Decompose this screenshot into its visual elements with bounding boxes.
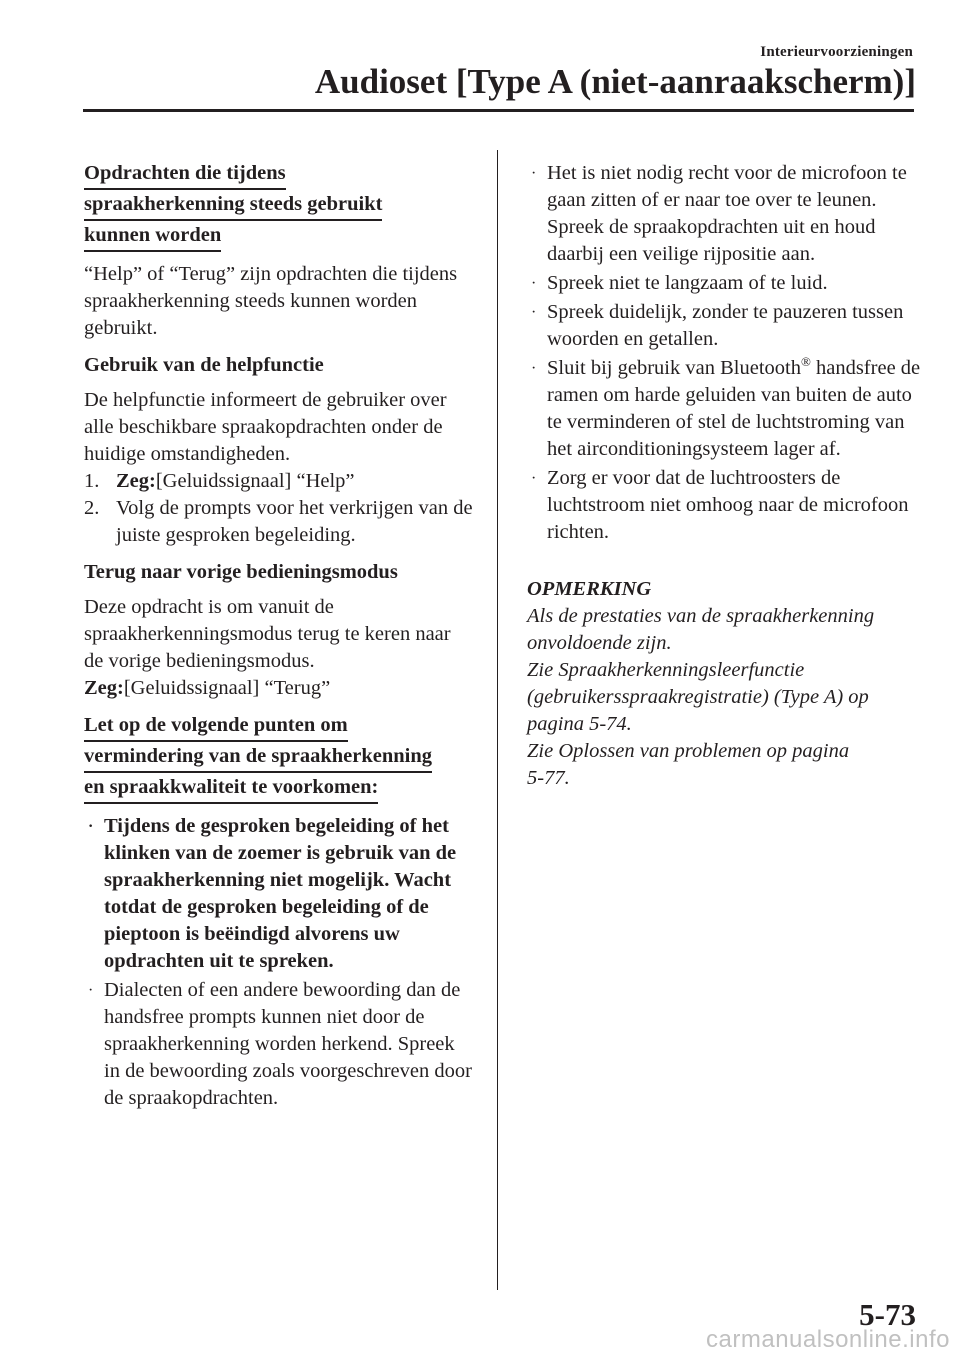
note-title: OPMERKING	[527, 578, 652, 600]
list-item	[527, 465, 922, 546]
subheading-back: Terug naar vorige bedieningsmodus	[84, 561, 398, 583]
paragraph-help-back: “Help” of “Terug” zijn opdrachten die tijdens spraakherkenning steeds kunnen worden gebruikt.	[84, 263, 458, 339]
page-number: 5-73	[859, 1297, 916, 1332]
registered-mark: ®	[800, 354, 811, 370]
bullet-icon: ·	[88, 818, 94, 835]
list-item-text: Spreek duidelijk, zonder te pauzeren tussen woorden en getallen.	[547, 301, 904, 350]
list-item	[84, 813, 474, 975]
note-box	[527, 576, 922, 792]
list-item-text: Spreek niet te langzaam of te luid.	[547, 272, 828, 294]
list-item	[84, 977, 474, 1112]
step-text: Volg de prompts voor het verkrijgen van de juiste gesproken begeleiding.	[116, 497, 473, 546]
note-line: (gebruikersspraakregistratie) (Type A) op	[527, 686, 869, 708]
watermark: carmanualsonline.info	[706, 1326, 950, 1353]
step-1	[84, 468, 474, 495]
say-back-line	[84, 675, 474, 702]
bullet-icon: ·	[531, 304, 537, 321]
heading-line: Opdrachten die tijdens	[84, 160, 286, 190]
column-divider	[497, 150, 498, 1290]
note-line: Zie Oplossen van problemen op pagina	[527, 740, 850, 762]
step-2	[84, 495, 474, 549]
bullet-icon: ·	[531, 165, 537, 182]
heading-precautions	[84, 712, 474, 805]
list-item	[527, 270, 922, 297]
heading-line: Let op de volgende punten om	[84, 712, 348, 742]
step-number: 1.	[84, 470, 100, 492]
left-column	[84, 160, 474, 1114]
list-item-text: Tijdens de gesproken begeleiding of het klinken van de zoemer is gebruik van de spraakherkenning niet mogelijk. Wacht totdat de gesproken begeleiding of de pieptoon is beëindigd alvorens uw opdrachten uit te spreken.	[104, 815, 457, 972]
precautions-list-right	[527, 160, 922, 546]
page-title: Audioset [Type A (niet-aanraakscherm)]	[314, 62, 916, 101]
step-text: [Geluidssignaal] “Help”	[155, 470, 355, 492]
say-label: Zeg:	[116, 470, 156, 492]
list-item-text: Sluit bij gebruik van Bluetooth	[547, 357, 801, 379]
list-item-text: Het is niet nodig recht voor de microfoon te gaan zitten of er naar toe over te leunen. Spreek de spraakopdrachten uit en houd daarbij een veilige rijpositie aan.	[547, 162, 907, 265]
paragraph-help-function: De helpfunctie informeert de gebruiker over alle beschikbare spraakopdrachten onder de huidige omstandigheden.	[84, 389, 447, 465]
note-line: onvoldoende zijn.	[527, 632, 672, 654]
heading-always-available-commands	[84, 160, 474, 253]
note-line: Als de prestaties van de spraakherkenning	[527, 605, 875, 627]
bullet-icon: ·	[531, 360, 537, 377]
bullet-icon: ·	[88, 982, 94, 999]
say-text: [Geluidssignaal] “Terug”	[123, 677, 331, 699]
heading-line: spraakherkenning steeds gebruikt	[84, 191, 382, 221]
list-item	[527, 355, 922, 463]
heading-line: vermindering van de spraakherkenning	[84, 743, 432, 773]
precautions-list-left	[84, 813, 474, 1112]
list-item	[527, 299, 922, 353]
bullet-icon: ·	[531, 470, 537, 487]
heading-line: kunnen worden	[84, 222, 221, 252]
heading-line: en spraakkwaliteit te voorkomen:	[84, 774, 378, 804]
note-line: 5-77.	[527, 767, 570, 789]
note-line: pagina 5-74.	[527, 713, 632, 735]
section-name: Interieurvoorzieningen	[760, 44, 913, 60]
paragraph-back: Deze opdracht is om vanuit de spraakherkenningsmodus terug te keren naar de vorige bedieningsmodus.	[84, 596, 451, 672]
subheading-help-function: Gebruik van de helpfunctie	[84, 354, 324, 376]
list-item	[527, 160, 922, 268]
header-rule	[83, 109, 914, 112]
step-number: 2.	[84, 497, 100, 519]
list-item-text: handsfree de ramen om harde geluiden van buiten de auto te verminderen of stel de luchtstroming van het airconditioningsysteem lager af.	[547, 357, 921, 460]
say-label: Zeg:	[84, 677, 124, 699]
bullet-icon: ·	[531, 275, 537, 292]
list-item-text: Dialecten of een andere bewoording dan de handsfree prompts kunnen niet door de spraakherkenning worden herkend. Spreek in de bewoording zoals voorgeschreven door de spraakopdrachten.	[104, 979, 472, 1109]
list-item-text: Zorg er voor dat de luchtroosters de luchtstroom niet omhoog naar de microfoon richten.	[547, 467, 909, 543]
right-column	[527, 160, 922, 792]
note-line: Zie Spraakherkenningsleerfunctie	[527, 659, 805, 681]
